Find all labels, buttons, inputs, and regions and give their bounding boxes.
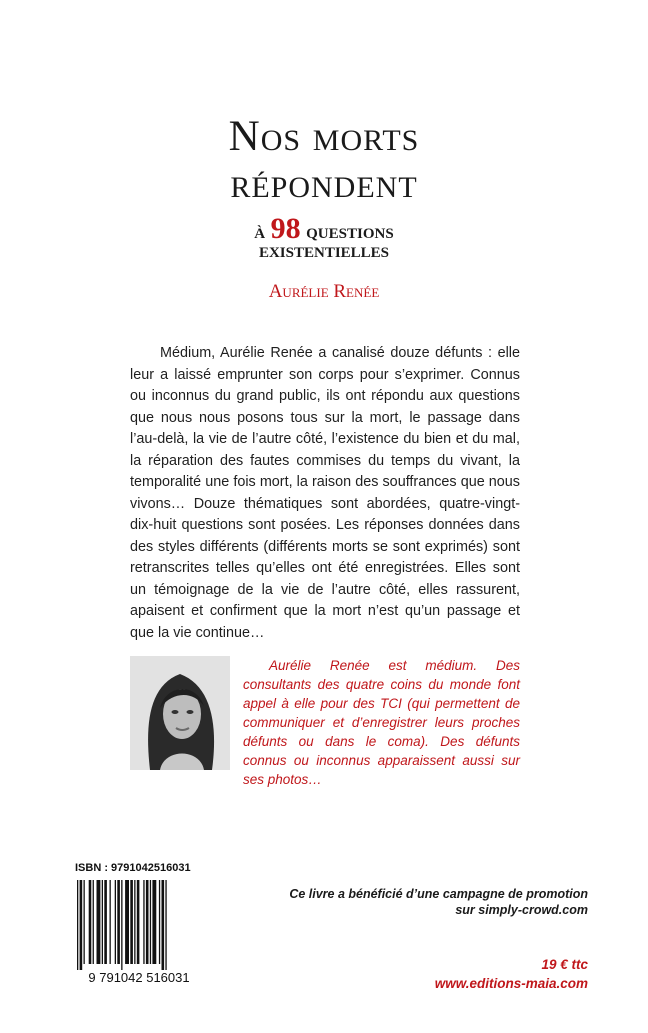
isbn-label: ISBN : 9791042516031: [75, 862, 191, 874]
barcode-bar: [137, 880, 140, 964]
barcode-bar: [115, 880, 116, 964]
author-name: Aurélie Renée: [268, 281, 380, 302]
barcode-bar: [77, 880, 78, 970]
author-portrait-image: [130, 656, 230, 770]
barcode-bar: [97, 880, 101, 964]
author-photo: [130, 656, 230, 770]
subtitle-number: 98: [270, 212, 301, 245]
barcode-bar: [125, 880, 129, 964]
promo-line1: Ce livre a bénéficié d’une campagne de promotion: [289, 887, 588, 901]
barcode-bar: [93, 880, 94, 964]
barcode-bar: [84, 880, 85, 964]
barcode-bar: [80, 880, 83, 970]
author-bio: Aurélie Renée est médium. Des consultants des quatre coins du monde font appel à elle pour des TCI (qui permettent de communiquer et d’enregistrer leurs proches défunts ou dans le coma). Des défunts connus ou inconnus apparaissent aussi sur ses photos…: [243, 658, 520, 787]
barcode-bar: [117, 880, 120, 964]
barcode-bar: [152, 880, 156, 964]
barcode-bar: [104, 880, 107, 964]
subtitle-prefix: à: [254, 218, 266, 243]
barcode-bar: [165, 880, 166, 970]
book-subtitle-line2: existentielles: [258, 237, 390, 262]
website-link: www.editions-maia.com: [434, 976, 588, 991]
barcode-bar: [162, 880, 165, 970]
promo-line2: sur simply-crowd.com: [455, 903, 588, 917]
barcode-bar: [110, 880, 111, 964]
promo-text: [280, 886, 588, 918]
barcode-bar: [159, 880, 160, 964]
book-title-line2: répondent: [230, 160, 418, 207]
barcode-bar: [146, 880, 149, 964]
book-summary: Médium, Aurélie Renée a canalisé douze défunts : elle leur a laissé emprunter son corps pour s’exprimer. Connus ou inconnus du grand public, ils ont répondu aux questions que nous nous posons tous sur la mort, le passage dans l’au-delà, la vie de l’autre côté, l’existence du bien et du mal, la réparation des fautes commises du temps du vivant, la temporalité une fois mort, la raison des souffrances que nous vivons… Douze thématiques sont abordées, quatre-vingt-dix-huit questions sont posées. Les réponses données dans des styles différents (différents morts se sont exprimés) sont retranscrites telles qu’elles ont été enregistrées. Elles sont un témoignage de la vie de l’autre côté, elles rassurent, apaisent et confirment que la mort n’est qu’un passage et que la vie continue…: [130, 345, 520, 641]
barcode-bar: [150, 880, 151, 964]
barcode-bar: [102, 880, 103, 964]
subtitle-suffix: questions: [306, 218, 394, 243]
barcode-bar: [130, 880, 133, 964]
barcode-bar: [134, 880, 135, 964]
barcode-bars: [77, 880, 167, 970]
price: 19 € ttc: [541, 957, 588, 972]
barcode-bar: [121, 880, 122, 970]
barcode-bar: [89, 880, 92, 964]
barcode: [73, 878, 205, 988]
barcode-bar: [143, 880, 144, 964]
book-title-line1: Nos morts: [228, 113, 420, 160]
barcode-digits: 9 791042 516031: [88, 970, 190, 985]
